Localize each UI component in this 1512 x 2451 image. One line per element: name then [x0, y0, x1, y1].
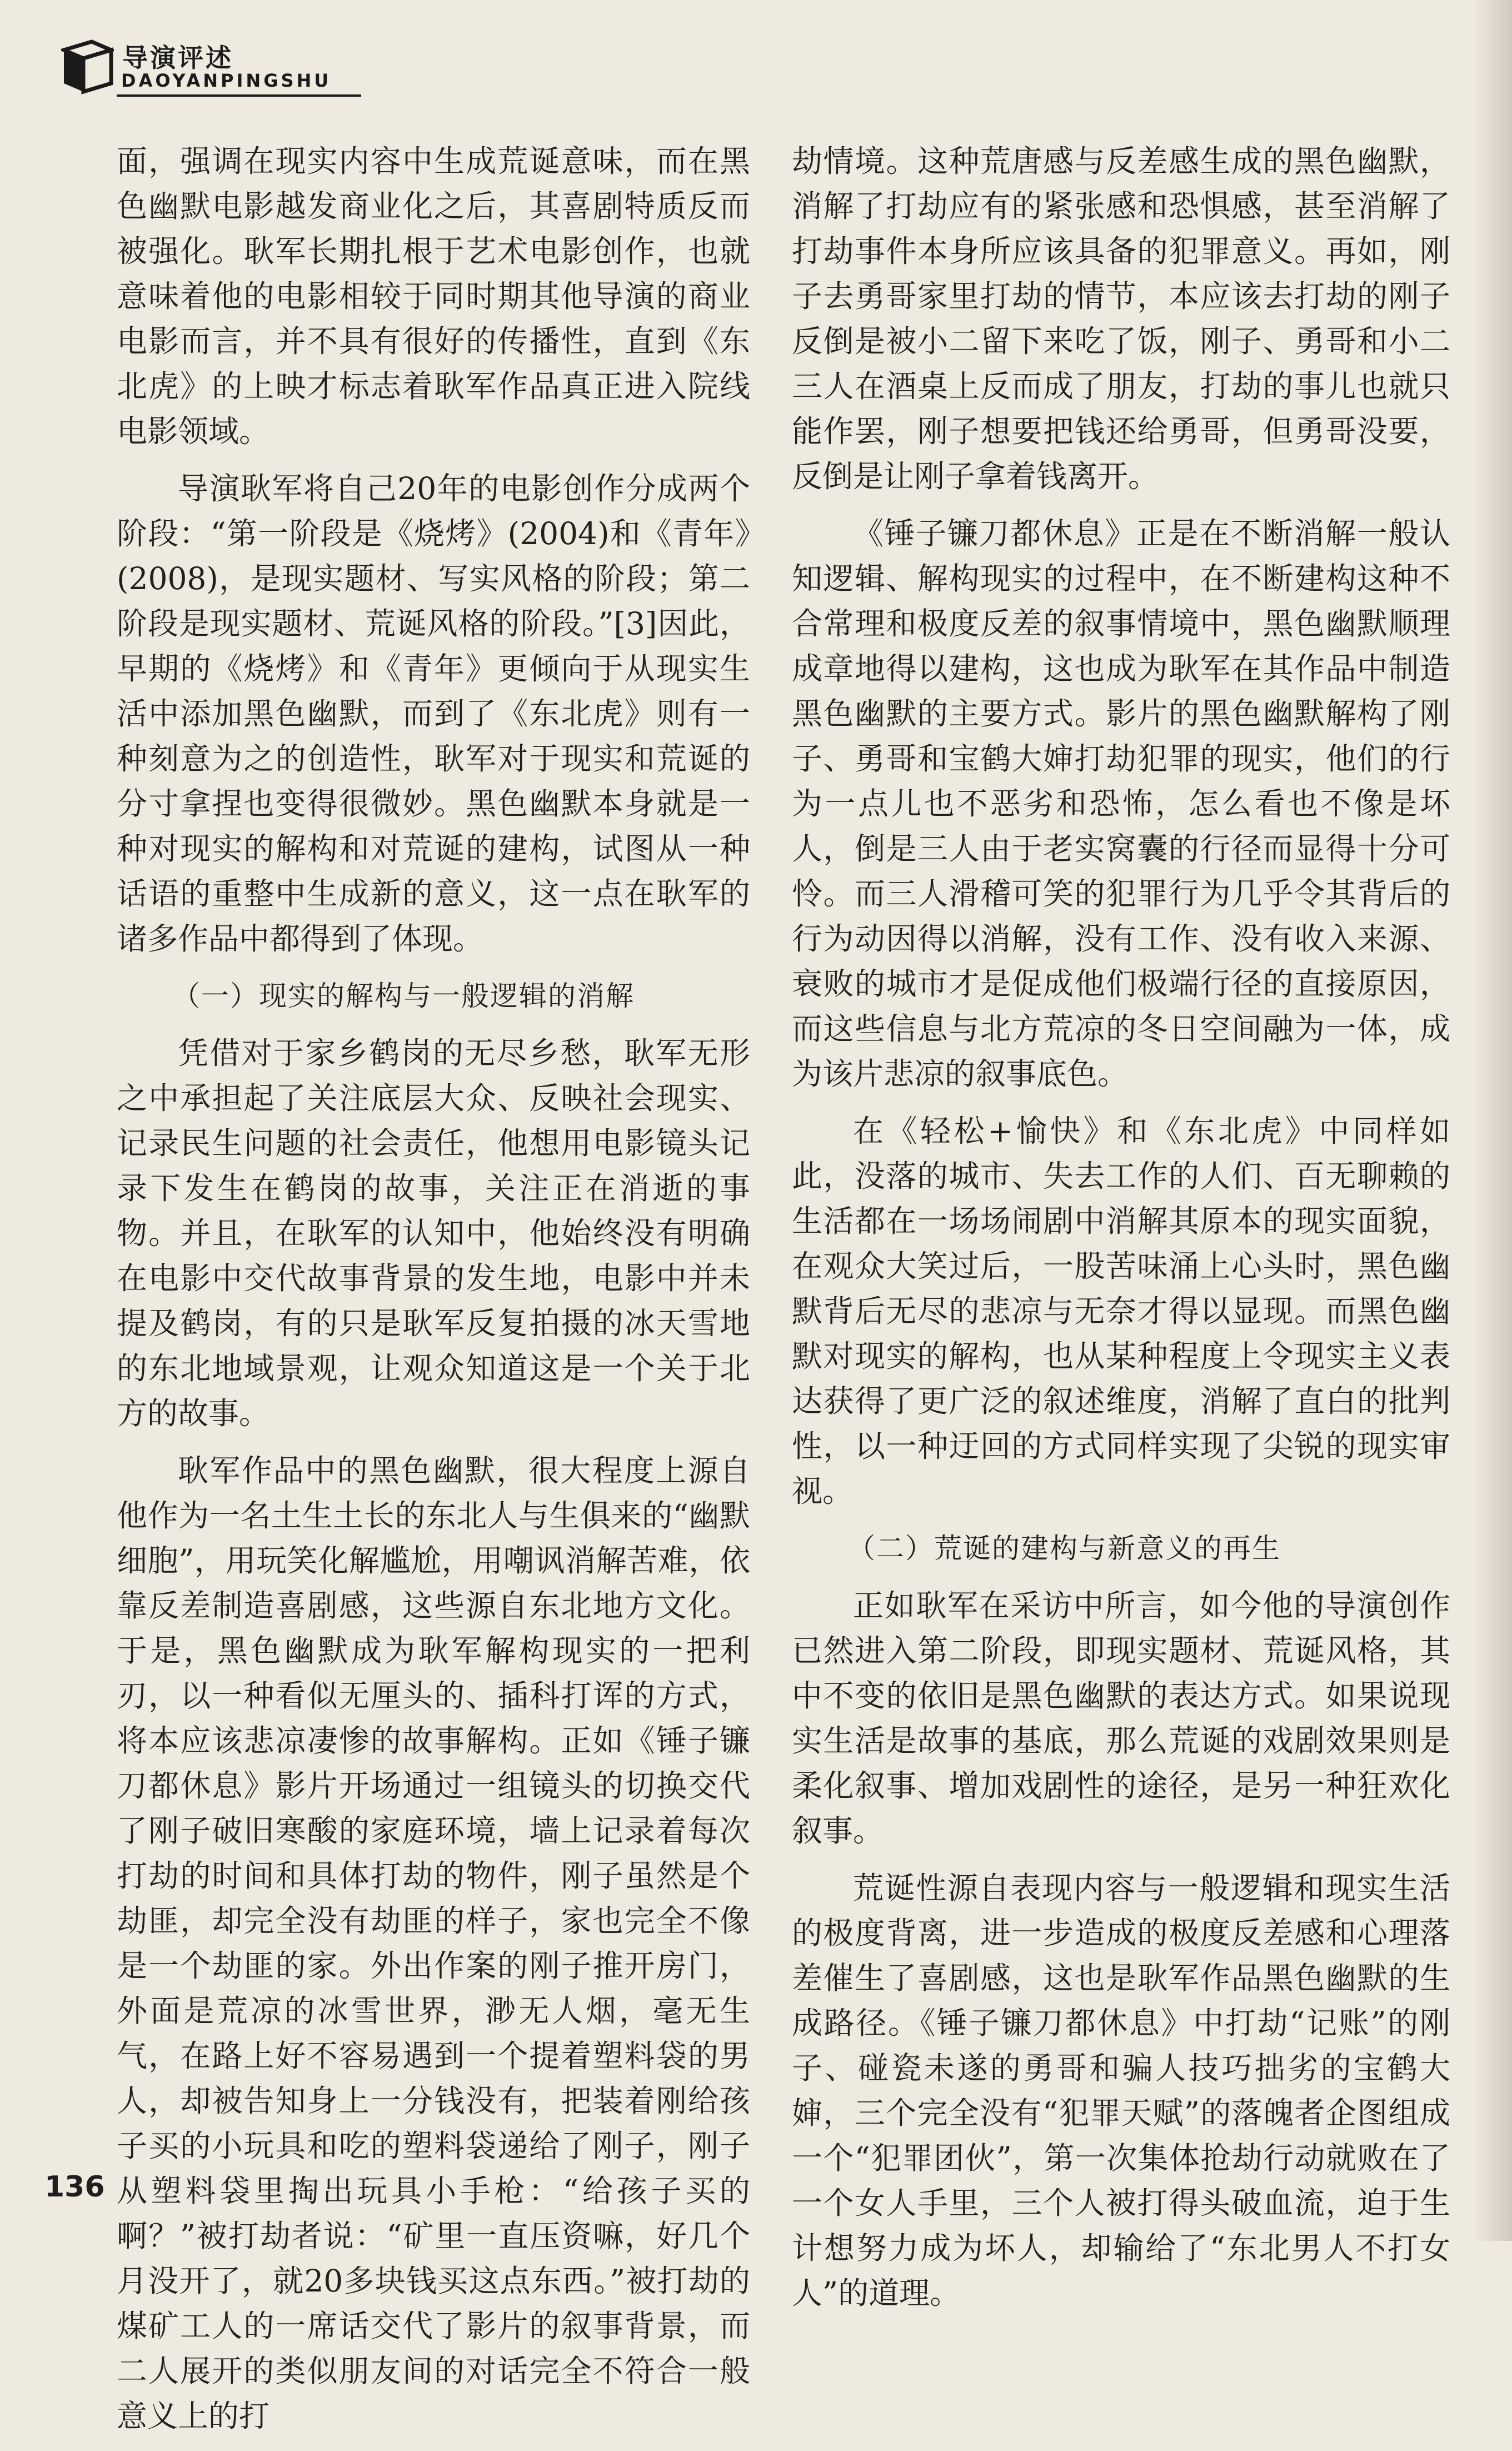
page-header — [0, 33, 1512, 117]
paragraph: 《锤子镰刀都休息》正是在不断消解一般认知逻辑、解构现实的过程中，在不断建构这种不合常理和极度反差的叙事情境中，黑色幽默顺理成章地得以建构，这也成为耿军在其作品中制造黑色幽默的主要方式。影片的黑色幽默解构了刚子、勇哥和宝鹤大婶打劫犯罪的现实，他们的行为一点儿也不恶劣和恐怖，怎么看也不像是坏人，倒是三人由于老实窝囊的行径而显得十分可怜。而三人滑稽可笑的犯罪行为几乎令其背后的行为动因得以消解，没有工作、没有收入来源、衰败的城市才是促成他们极端行径的直接原因，而这些信息与北方荒凉的冬日空间融为一体，成为该片悲凉的叙事底色。 — [792, 516, 1450, 1092]
section-logo — [61, 33, 350, 100]
page-number: 136 — [44, 2170, 105, 2204]
paragraph: 凭借对于家乡鹤岗的无尽乡愁，耿军无形之中承担起了关注底层大众、反映社会现实、记录民生问题的社会责任，他想用电影镜头记录下发生在鹤岗的故事，关注正在消逝的事物。并且，在耿军的认知中，他始终没有明确在电影中交代故事背景的发生地，电影中并未提及鹤岗，有的只是耿军反复拍摄的冰天雪地的东北地域景观，让观众知道这是一个关于北方的故事。 — [117, 1035, 750, 1431]
header-divider — [117, 94, 361, 97]
paragraph: 在《轻松+愉快》和《东北虎》中同样如此，没落的城市、失去工作的人们、百无聊赖的生活都在一场场闹剧中消解其原本的现实面貌，在观众大笑过后，一股苦味涌上心头时，黑色幽默背后无尽的悲凉与无奈才得以显现。而黑色幽默对现实的解构，也从某种程度上令现实主义表达获得了更广泛的叙述维度，消解了直白的批判性，以一种迂回的方式同样实现了尖锐的现实审视。 — [792, 1113, 1450, 1509]
cube-logo-icon — [61, 39, 114, 94]
section-title-cn: 导演评述 — [122, 43, 233, 73]
paragraph: 导演耿军将自己20年的电影创作分成两个阶段：“第一阶段是《烧烤》(2004)和《青年》(2008)，是现实题材、写实风格的阶段；第二阶段是现实题材、荒诞风格的阶段。”[3]因此，早期的《烧烤》和《青年》更倾向于从现实生活中添加黑色幽默，而到了《东北虎》则有一种刻意为之的创造性，耿军对于现实和荒诞的分寸拿捏也变得很微妙。黑色幽默本身就是一种对现实的解构和对荒诞的建构，试图从一种话语的重整中生成新的意义，这一点在耿军的诸多作品中都得到了体现。 — [117, 471, 750, 957]
paragraph: 劫情境。这种荒唐感与反差感生成的黑色幽默，消解了打劫应有的紧张感和恐惧感，甚至消解了打劫事件本身所应该具备的犯罪意义。再如，刚子去勇哥家里打劫的情节，本应该去打劫的刚子反倒是被小二留下来吃了饭，刚子、勇哥和小二三人在酒桌上反而成了朋友，打劫的事儿也就只能作罢，刚子想要把钱还给勇哥，但勇哥没要，反倒是让刚子拿着钱离开。 — [792, 143, 1450, 494]
section-heading: （二）荒诞的建构与新意义的再生 — [847, 1532, 1281, 1565]
page-edge-shadow — [1473, 0, 1512, 2241]
right-column — [792, 139, 1450, 2328]
left-column — [117, 139, 750, 2451]
paragraph: 正如耿军在采访中所言，如今他的导演创作已然进入第二阶段，即现实题材、荒诞风格，其中不变的依旧是黑色幽默的表达方式。如果说现实生活是故事的基底，那么荒诞的戏剧效果则是柔化叙事、增加戏剧性的途径，是另一种狂欢化叙事。 — [792, 1588, 1450, 1849]
paragraph: 荒诞性源自表现内容与一般逻辑和现实生活的极度背离，进一步造成的极度反差感和心理落差催生了喜剧感，这也是耿军作品黑色幽默的生成路径。《锤子镰刀都休息》中打劫“记账”的刚子、碰瓷未遂的勇哥和骗人技巧拙劣的宝鹤大婶，三个完全没有“犯罪天赋”的落魄者企图组成一个“犯罪团伙”，第一次集体抢劫行动就败在了一个女人手里，三个人被打得头破血流，迫于生计想努力成为坏人，却输给了“东北男人不打女人”的道理。 — [792, 1870, 1450, 2311]
paragraph: 面，强调在现实内容中生成荒诞意味，而在黑色幽默电影越发商业化之后，其喜剧特质反而被强化。耿军长期扎根于艺术电影创作，也就意味着他的电影相较于同时期其他导演的商业电影而言，并不具有很好的传播性，直到《东北虎》的上映才标志着耿军作品真正进入院线电影领域。 — [117, 143, 750, 449]
paragraph: 耿军作品中的黑色幽默，很大程度上源自他作为一名土生土长的东北人与生俱来的“幽默细胞”，用玩笑化解尴尬，用嘲讽消解苦难，依靠反差制造喜剧感，这些源自东北地方文化。于是，黑色幽默成为耿军解构现实的一把利刃，以一种看似无厘头的、插科打诨的方式，将本应该悲凉凄惨的故事解构。正如《锤子镰刀都休息》影片开场通过一组镜头的切换交代了刚子破旧寒酸的家庭环境，墙上记录着每次打劫的时间和具体打劫的物件，刚子虽然是个劫匪，却完全没有劫匪的样子，家也完全不像是一个劫匪的家。外出作案的刚子推开房门，外面是荒凉的冰雪世界，渺无人烟，毫无生气，在路上好不容易遇到一个提着塑料袋的男人，却被告知身上一分钱没有，把装着刚给孩子买的小玩具和吃的塑料袋递给了刚子，刚子从塑料袋里掏出玩具小手枪：“给孩子买的啊？”被打劫者说：“矿里一直压资嘛，好几个月没开了，就20多块钱买这点东西。”被打劫的煤矿工人的一席话交代了影片的叙事背景，而二人展开的类似朋友间的对话完全不符合一般意义上的打 — [117, 1453, 750, 2434]
section-title-en: DAOYANPINGSHU — [121, 70, 332, 91]
section-heading: （一）现实的解构与一般逻辑的消解 — [172, 980, 635, 1012]
